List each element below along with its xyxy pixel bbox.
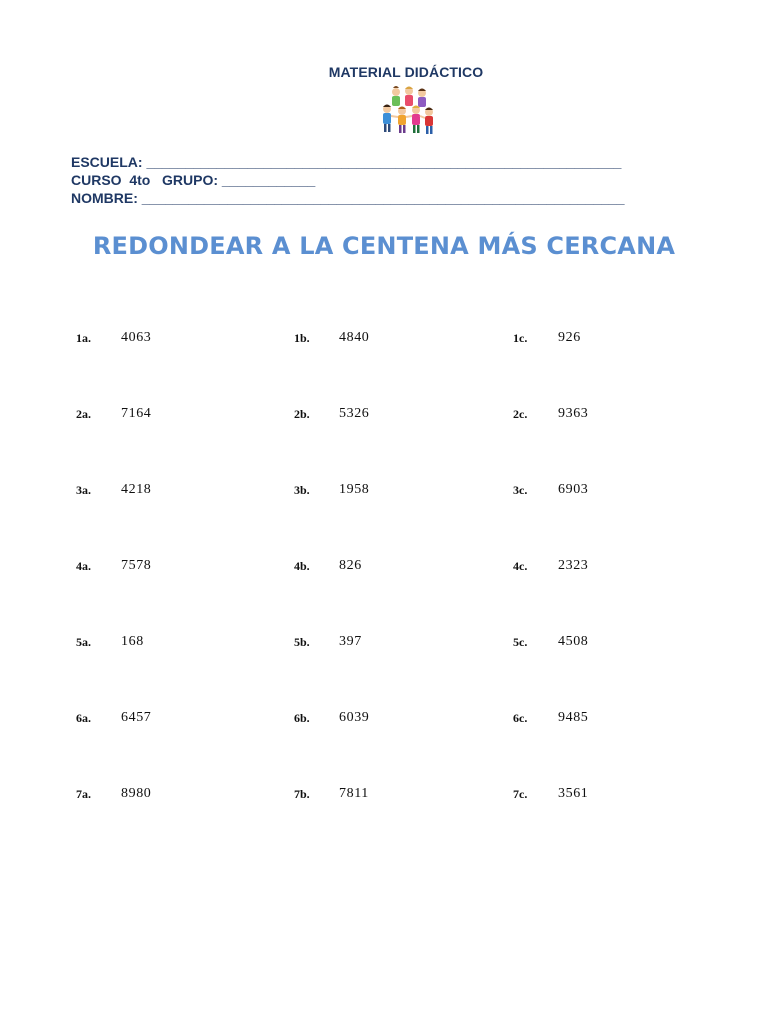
exercise-label: 2b. [294, 407, 310, 421]
exercise-label: 7a. [76, 787, 91, 801]
exercise-label: 3c. [513, 483, 528, 497]
exercise-number: 5326 [339, 406, 370, 421]
header-title: MATERIAL DIDÁCTICO [328, 64, 484, 80]
exercise-row [0, 634, 768, 654]
exercise-label: 1a. [76, 331, 91, 345]
children-group-icon [376, 84, 438, 138]
exercise-label: 6b. [294, 711, 310, 725]
exercise-number: 4508 [558, 634, 589, 649]
student-info-fields [71, 153, 625, 207]
exercise-label: 1b. [294, 331, 310, 345]
exercise-label: 5b. [294, 635, 310, 649]
exercise-number: 168 [121, 634, 144, 649]
exercise-number: 7164 [121, 406, 152, 421]
exercise-label: 3a. [76, 483, 91, 497]
exercise-number: 6039 [339, 710, 370, 725]
exercise-label: 6a. [76, 711, 91, 725]
exercise-number: 4840 [339, 330, 370, 345]
exercise-row [0, 558, 768, 578]
exercise-label: 4b. [294, 559, 310, 573]
exercise-row [0, 330, 768, 350]
exercise-label: 5c. [513, 635, 528, 649]
exercise-label: 2a. [76, 407, 91, 421]
exercise-row [0, 786, 768, 806]
exercise-label: 4a. [76, 559, 91, 573]
worksheet-title: REDONDEAR A LA CENTENA MÁS CERCANA [92, 232, 676, 260]
exercise-number: 4218 [121, 482, 152, 497]
exercise-number: 7578 [121, 558, 152, 573]
exercise-number: 7811 [339, 786, 369, 801]
exercise-number: 2323 [558, 558, 589, 573]
escuela-field[interactable]: ESCUELA: _____________________________________________________________ [71, 154, 622, 170]
exercise-label: 7c. [513, 787, 528, 801]
exercise-row [0, 406, 768, 426]
exercise-number: 9485 [558, 710, 589, 725]
exercise-number: 8980 [121, 786, 152, 801]
exercise-number: 926 [558, 330, 581, 345]
exercise-label: 5a. [76, 635, 91, 649]
exercise-row [0, 482, 768, 502]
curso-grupo-field[interactable]: CURSO 4to GRUPO: ____________ [71, 172, 316, 188]
exercise-number: 6457 [121, 710, 152, 725]
exercise-row [0, 710, 768, 730]
exercise-number: 3561 [558, 786, 589, 801]
exercise-number: 397 [339, 634, 362, 649]
exercise-number: 1958 [339, 482, 370, 497]
exercise-number: 4063 [121, 330, 152, 345]
nombre-field[interactable]: NOMBRE: ______________________________________________________________ [71, 190, 625, 206]
exercise-label: 1c. [513, 331, 528, 345]
exercise-number: 826 [339, 558, 362, 573]
exercise-label: 4c. [513, 559, 528, 573]
exercise-label: 3b. [294, 483, 310, 497]
exercise-label: 7b. [294, 787, 310, 801]
exercise-label: 6c. [513, 711, 528, 725]
exercise-number: 6903 [558, 482, 589, 497]
exercise-label: 2c. [513, 407, 528, 421]
exercise-number: 9363 [558, 406, 589, 421]
